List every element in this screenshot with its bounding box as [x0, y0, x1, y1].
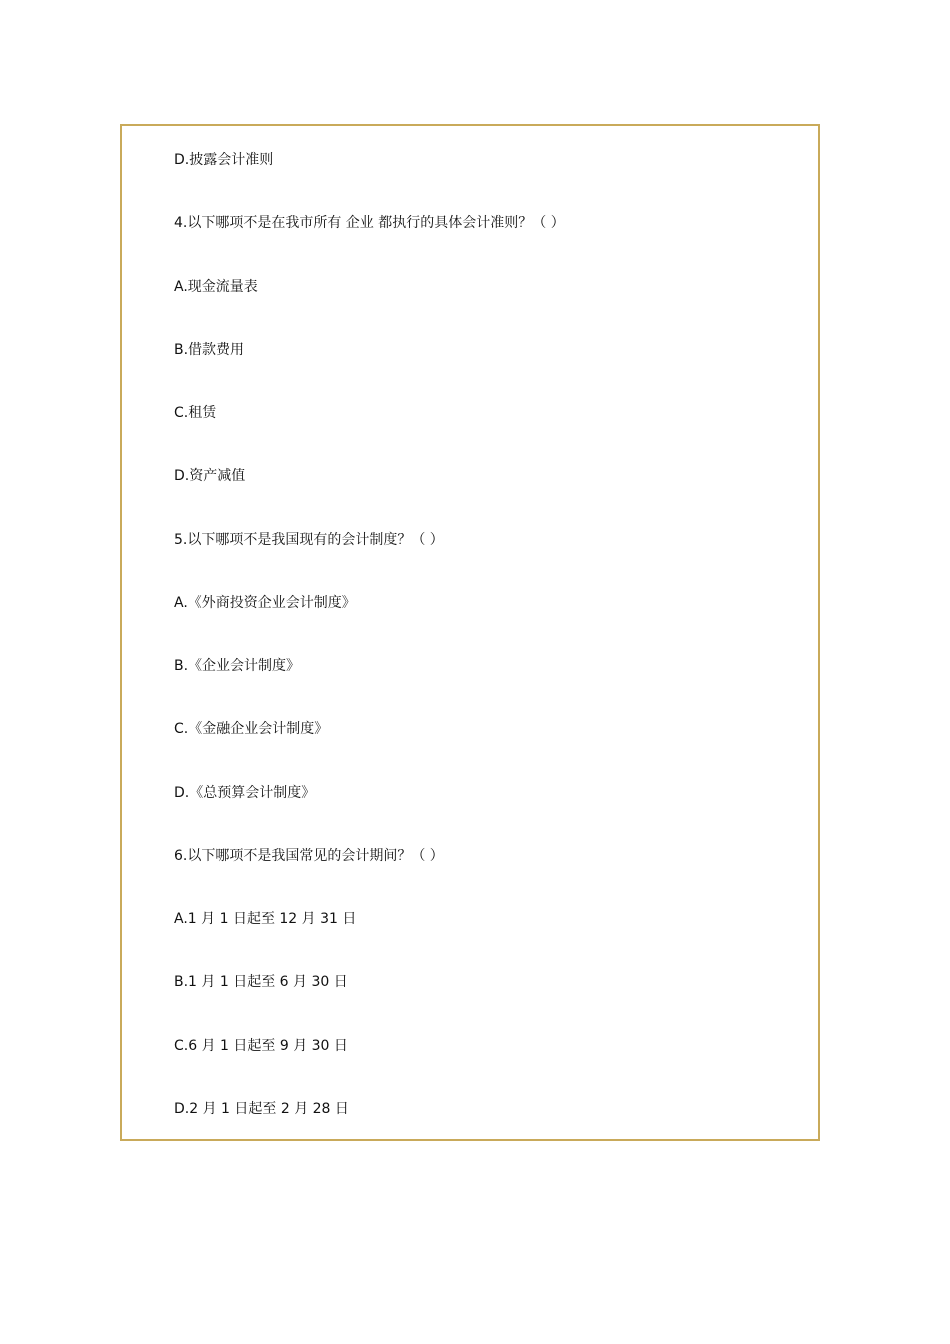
question-line: 4.以下哪项不是在我市所有 企业 都执行的具体会计准则？（ ） [174, 215, 565, 232]
option-line: B.借款费用 [174, 341, 245, 358]
question-line: 5.以下哪项不是我国现有的会计制度？（ ） [174, 531, 444, 548]
option-line: D.《总预算会计制度》 [174, 784, 316, 801]
option-line: C.租赁 [174, 405, 217, 421]
option-line: D.披露会计准则 [174, 152, 274, 168]
question-list [174, 150, 565, 1162]
option-line: C.6 月 1 日起至 9 月 30 日 [174, 1037, 348, 1054]
option-line: D.资产减值 [174, 468, 246, 485]
option-line: B.1 月 1 日起至 6 月 30 日 [174, 974, 348, 991]
option-line: B.《企业会计制度》 [174, 658, 301, 674]
question-line: 6.以下哪项不是我国常见的会计期间？（ ） [174, 847, 444, 864]
option-line: A.现金流量表 [174, 278, 258, 295]
option-line: A.1 月 1 日起至 12 月 31 日 [174, 911, 357, 927]
option-line: A.《外商投资企业会计制度》 [174, 594, 356, 611]
option-line: C.《金融企业会计制度》 [174, 721, 329, 738]
option-line: D.2 月 1 日起至 2 月 28 日 [174, 1100, 349, 1117]
